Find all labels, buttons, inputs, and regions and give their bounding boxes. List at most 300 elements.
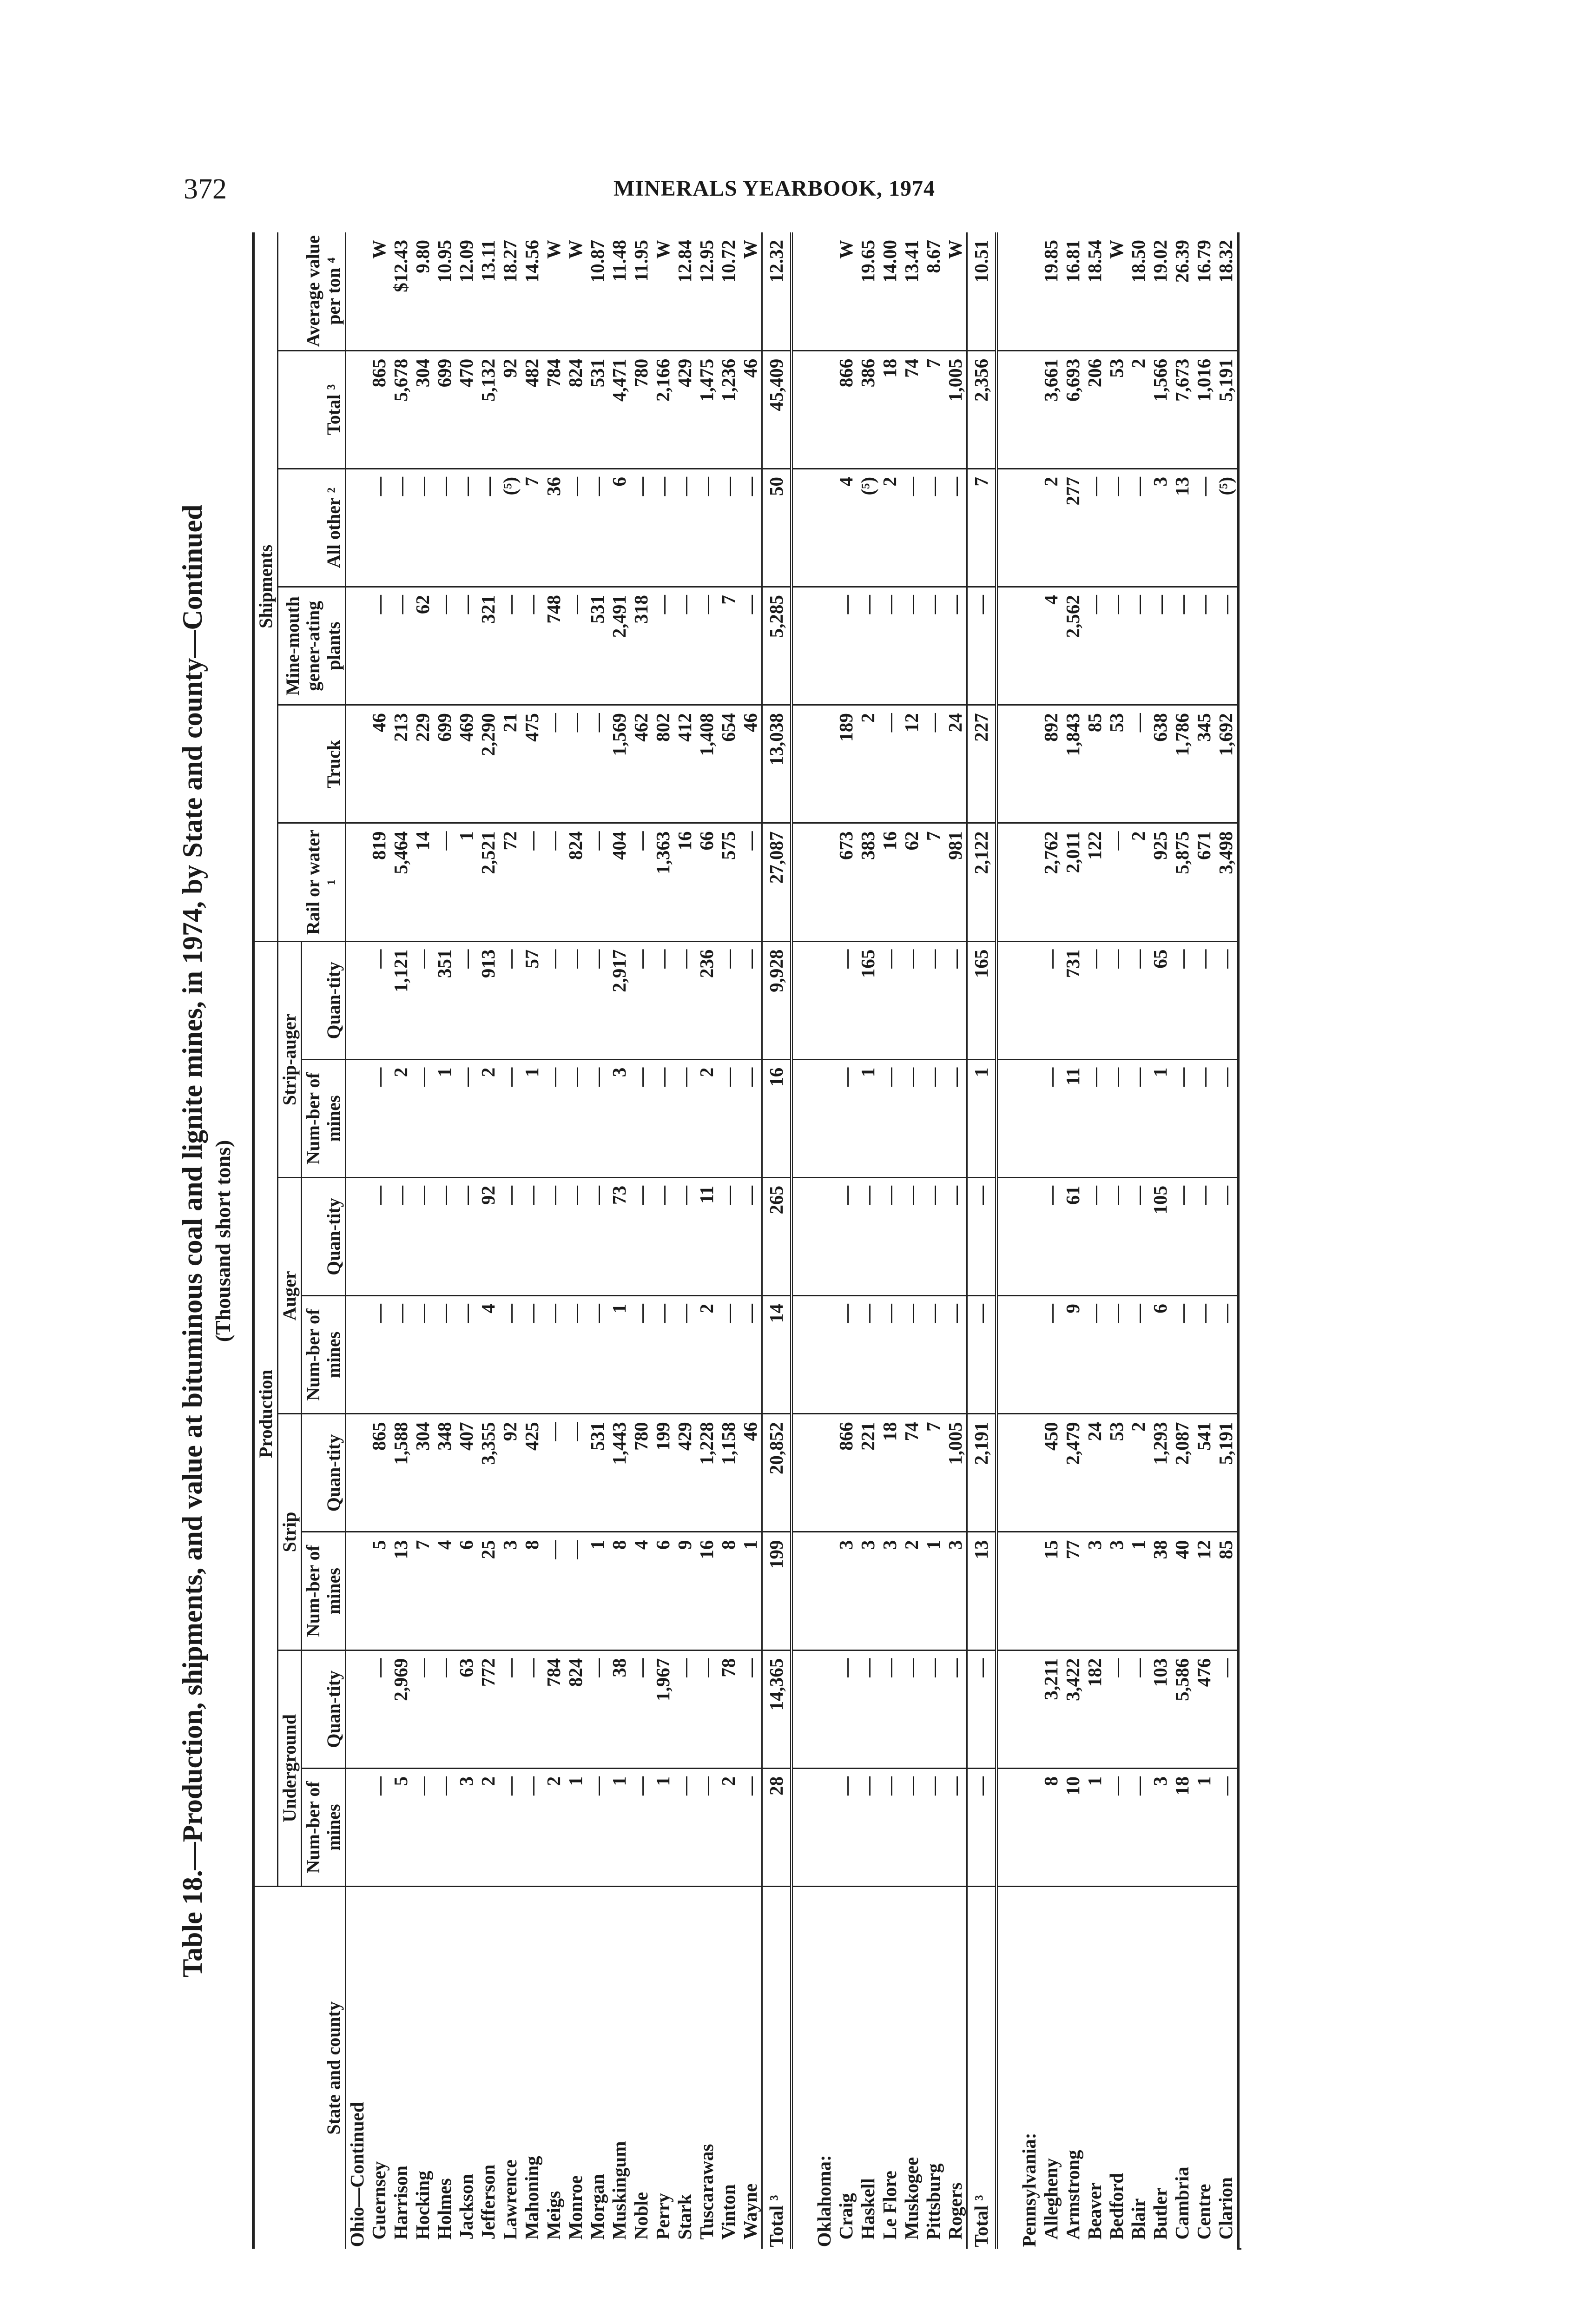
value-cell: 1,005 [944,350,967,469]
value-cell [996,1177,1018,1295]
value-cell: — [543,1296,565,1414]
value-cell [996,1059,1018,1177]
value-cell: 18 [879,350,901,469]
value-cell: 1 [608,1296,630,1414]
value-cell: 16 [696,1532,718,1650]
value-cell: — [696,587,718,705]
value-cell: 819 [368,823,390,941]
value-cell: — [587,1768,608,1886]
value-cell: — [879,941,901,1059]
value-cell: — [879,1650,901,1768]
value-cell: — [390,1296,412,1414]
value-cell [792,1296,813,1414]
value-cell: 673 [835,823,857,941]
value-cell: 4,471 [608,350,630,469]
value-cell: 9 [674,1532,696,1650]
value-cell: — [901,1650,923,1768]
value-cell: 476 [1193,1650,1215,1768]
mine-mouth-header: Mine-mouth gener-ating plants [278,587,346,705]
value-cell [996,705,1018,823]
state-county-header: State and county [253,1887,346,2249]
value-cell: 1 [1193,1768,1215,1886]
value-cell [813,705,835,823]
value-cell: — [565,1414,587,1532]
county-name-cell: Craig [835,2193,857,2240]
value-cell [792,350,813,469]
table-row [1149,232,1171,2249]
value-cell: 74 [901,1414,923,1532]
value-cell: — [630,941,652,1059]
value-cell [792,232,813,350]
value-cell: 2,166 [652,350,674,469]
state-row [1018,232,1040,2249]
value-cell: — [368,1296,390,1414]
value-cell: — [499,1059,521,1177]
value-cell [346,1532,369,1650]
value-cell: 824 [565,1650,587,1768]
value-cell: 189 [835,705,857,823]
value-cell: — [434,823,455,941]
value-cell: 16.81 [1062,232,1084,350]
value-cell: — [412,469,434,587]
value-cell: 8.67 [923,232,944,350]
value-cell: 4 [630,1532,652,1650]
table-row [434,232,455,2249]
value-cell: 7 [967,469,997,587]
value-cell [813,1177,835,1295]
county-name-cell: Wayne [739,2183,761,2240]
table-row [455,232,477,2249]
value-cell: — [368,587,390,705]
value-cell: 2 [477,1768,499,1886]
value-cell: — [967,587,997,705]
value-cell: — [412,1177,434,1295]
value-cell: — [368,1177,390,1295]
value-cell: 10 [1062,1768,1084,1886]
value-cell: 2 [390,1059,412,1177]
value-cell: — [565,587,587,705]
value-cell: — [652,587,674,705]
value-cell [792,587,813,705]
value-cell: 236 [696,941,718,1059]
value-cell: 1 [967,1059,997,1177]
value-cell: — [1084,1059,1106,1177]
value-cell: 1,843 [1062,705,1084,823]
value-cell: 892 [1040,705,1062,823]
value-cell: 18 [1171,1768,1193,1886]
value-cell: 407 [455,1414,477,1532]
value-cell: 85 [1084,705,1106,823]
county-name-cell: Muskingum [608,2141,630,2240]
value-cell: — [1128,941,1149,1059]
value-cell: 913 [477,941,499,1059]
value-cell [996,587,1018,705]
value-cell: — [1193,587,1215,705]
state-row [346,232,369,2249]
value-cell [346,941,369,1059]
value-cell: — [674,587,696,705]
value-cell: 531 [587,350,608,469]
value-cell: 8 [1040,1768,1062,1886]
value-cell: 199 [762,1532,792,1650]
value-cell: 229 [412,705,434,823]
value-cell: 18.50 [1128,232,1149,350]
value-cell: 1 [739,1532,762,1650]
value-cell: 1,236 [718,350,739,469]
value-cell: 345 [1193,705,1215,823]
value-cell: 9,928 [762,941,792,1059]
table-row [944,232,967,2249]
value-cell: — [499,1768,521,1886]
county-name-cell: Butler [1149,2187,1171,2240]
value-cell: 5,464 [390,823,412,941]
state-name-cell: Oklahoma: [813,2155,835,2247]
value-cell: — [1215,1650,1238,1768]
value-cell [813,1650,835,1768]
value-cell: W [652,232,674,350]
value-cell: — [390,469,412,587]
value-cell: 5 [368,1532,390,1650]
value-cell: 2 [857,705,879,823]
value-cell [813,1296,835,1414]
value-cell: — [434,1296,455,1414]
value-cell [346,1650,369,1768]
value-cell: 14,365 [762,1650,792,1768]
value-cell: 10.72 [718,232,739,350]
value-cell [996,469,1018,587]
value-cell: 227 [967,705,997,823]
value-cell: — [565,941,587,1059]
value-cell: 1,588 [390,1414,412,1532]
county-name-cell: Stark [674,2194,695,2240]
value-cell: — [901,1059,923,1177]
value-cell: — [718,1059,739,1177]
county-name-cell: Monroe [565,2175,586,2240]
value-cell: — [455,1296,477,1414]
value-cell: 2,122 [967,823,997,941]
value-cell: — [1215,1177,1238,1295]
value-cell: 2 [1040,469,1062,587]
value-cell: — [1215,1059,1238,1177]
value-cell [346,587,369,705]
value-cell: 46 [739,350,762,469]
value-cell: 65 [1149,941,1171,1059]
value-cell: 92 [499,1414,521,1532]
table-row [587,232,608,2249]
value-cell: — [674,469,696,587]
value-cell: — [1040,1296,1062,1414]
value-cell: 13 [967,1532,997,1650]
value-cell [346,469,369,587]
value-cell: 5,678 [390,350,412,469]
value-cell: 3,661 [1040,350,1062,469]
value-cell: 425 [521,1414,543,1532]
value-cell: 531 [587,587,608,705]
county-name-cell: Harrison [390,2166,411,2240]
value-cell: — [587,705,608,823]
value-cell: — [901,1177,923,1295]
value-cell: 2,290 [477,705,499,823]
value-cell: — [565,1059,587,1177]
value-cell: 351 [434,941,455,1059]
value-cell: 10.51 [967,232,997,350]
value-cell: 7 [521,469,543,587]
value-cell: (⁵) [857,469,879,587]
value-cell: — [718,941,739,1059]
value-cell: 77 [1062,1532,1084,1650]
value-cell: — [587,941,608,1059]
county-name-cell: Noble [630,2192,652,2240]
value-cell: 699 [434,705,455,823]
value-cell: 1 [1149,1059,1171,1177]
value-cell [996,232,1018,350]
value-cell: 62 [901,823,923,941]
auger-quantity-header: Quan-tity [302,1177,346,1295]
value-cell: 1,692 [1215,705,1238,823]
value-cell: — [718,469,739,587]
value-cell: 18.32 [1215,232,1238,350]
value-cell [1018,1768,1040,1886]
value-cell: 199 [652,1414,674,1532]
value-cell: — [1084,1177,1106,1295]
value-cell: — [1106,1650,1128,1768]
value-cell: — [565,1532,587,1650]
value-cell [346,232,369,350]
value-cell: — [879,1059,901,1177]
value-cell: — [923,1296,944,1414]
value-cell: 1 [521,1059,543,1177]
value-cell: 1 [1084,1768,1106,1886]
value-cell: — [1149,587,1171,705]
value-cell: W [739,232,762,350]
value-cell: — [967,1768,997,1886]
rotated-table-block [139,195,1580,2287]
county-name-cell: Guernsey [368,2161,389,2240]
value-cell: — [901,1296,923,1414]
value-cell: — [412,1296,434,1414]
value-cell: 3 [857,1532,879,1650]
value-cell: 2,491 [608,587,630,705]
value-cell: 2 [1128,350,1149,469]
value-cell: — [944,1650,967,1768]
value-cell: — [901,587,923,705]
value-cell: 46 [739,1414,762,1532]
value-cell: 16.79 [1193,232,1215,350]
value-cell: — [368,1059,390,1177]
value-cell: 13.41 [901,232,923,350]
value-cell: 4 [434,1532,455,1650]
value-cell: 13 [390,1532,412,1650]
value-cell: 865 [368,1414,390,1532]
table-row [1106,232,1128,2249]
value-cell: 19.85 [1040,232,1062,350]
value-cell: W [565,232,587,350]
table-subtitle: (Thousand short tons) [211,1140,235,1342]
value-cell [813,1414,835,1532]
underground-number-header: Num-ber of mines [302,1768,346,1886]
county-name-cell: Rogers [944,2182,966,2240]
value-cell: — [718,1296,739,1414]
value-cell: — [434,1177,455,1295]
value-cell: — [652,1059,674,1177]
value-cell: 12 [1193,1532,1215,1650]
value-cell: 3,355 [477,1414,499,1532]
value-cell: W [835,232,857,350]
value-cell: 9 [1062,1296,1084,1414]
value-cell [813,232,835,350]
value-cell: — [835,1296,857,1414]
value-cell [996,1296,1018,1414]
value-cell: 1 [565,1768,587,1886]
value-cell [813,941,835,1059]
value-cell: 46 [368,705,390,823]
value-cell: 470 [455,350,477,469]
value-cell: 318 [630,587,652,705]
value-cell: 74 [901,350,923,469]
all-other-header: All other ² [278,469,346,587]
value-cell: — [368,941,390,1059]
value-cell: — [630,1768,652,1886]
value-cell [813,587,835,705]
table-row [477,232,499,2249]
value-cell: — [879,705,901,823]
value-cell: — [1128,705,1149,823]
value-cell: 92 [499,350,521,469]
county-name-cell: Beaver [1084,2182,1105,2240]
value-cell: — [1171,1296,1193,1414]
value-cell: 46 [739,705,762,823]
value-cell: — [412,1768,434,1886]
value-cell: — [739,1650,762,1768]
value-cell: — [1084,587,1106,705]
value-cell: 541 [1193,1414,1215,1532]
value-cell: 3 [879,1532,901,1650]
value-cell: 5,191 [1215,350,1238,469]
value-cell: 12.32 [762,232,792,350]
value-cell: 1,363 [652,823,674,941]
value-cell: — [835,1177,857,1295]
value-cell: 2,562 [1062,587,1084,705]
value-cell [792,1059,813,1177]
value-cell: $12.43 [390,232,412,350]
value-cell: — [652,469,674,587]
state-row [813,232,835,2249]
value-cell: 1,475 [696,350,718,469]
value-cell: — [390,587,412,705]
value-cell: 92 [477,1177,499,1295]
county-name-cell [792,1887,813,2249]
table-row [696,232,718,2249]
value-cell: 6 [1149,1296,1171,1414]
value-cell: 7 [923,350,944,469]
value-cell: 1,158 [718,1414,739,1532]
value-cell: 475 [521,705,543,823]
table-row [718,232,739,2249]
value-cell: 165 [857,941,879,1059]
value-cell: 10.95 [434,232,455,350]
value-cell: 866 [835,1414,857,1532]
value-cell: — [1171,587,1193,705]
value-cell [996,350,1018,469]
value-cell: 1 [434,1059,455,1177]
value-cell: — [499,1296,521,1414]
value-cell: — [1215,1768,1238,1886]
value-cell: 1,228 [696,1414,718,1532]
value-cell: 6 [455,1532,477,1650]
county-name-cell: Haskell [857,2178,878,2240]
value-cell: 12 [901,705,923,823]
value-cell: — [630,1296,652,1414]
value-cell: — [835,1768,857,1886]
value-cell: 1 [455,823,477,941]
value-cell [996,941,1018,1059]
table-row [565,232,587,2249]
running-head: MINERALS YEARBOOK, 1974 [613,176,935,201]
table-row [608,232,630,2249]
value-cell: 784 [543,1650,565,1768]
table-row [368,232,390,2249]
value-cell: — [434,1768,455,1886]
truck-header: Truck [278,705,346,823]
value-cell: 304 [412,350,434,469]
value-cell: — [1084,941,1106,1059]
value-cell: 865 [368,350,390,469]
value-cell: 5,191 [1215,1414,1238,1532]
value-cell: 11.48 [608,232,630,350]
value-cell [1018,823,1040,941]
county-name-cell: Total ³ [967,1887,997,2249]
value-cell: 85 [1215,1532,1238,1650]
value-cell: 2 [1128,1414,1149,1532]
value-cell [1018,1177,1040,1295]
value-cell: 5,285 [762,587,792,705]
value-cell: — [412,941,434,1059]
value-cell: — [390,1177,412,1295]
value-cell [346,1177,369,1295]
value-cell: 2 [543,1768,565,1886]
value-cell: — [967,1650,997,1768]
value-cell: — [944,1177,967,1295]
value-cell: 2 [696,1059,718,1177]
value-cell: — [1215,587,1238,705]
value-cell: 3 [499,1532,521,1650]
value-cell: 1,443 [608,1414,630,1532]
value-cell: 14.56 [521,232,543,350]
value-cell [346,1296,369,1414]
value-cell: — [455,1177,477,1295]
value-cell: — [901,941,923,1059]
table-title: Table 18.—Production, shipments, and value at bituminous coal and lignite mines, in 1974, by State and county—Continued [177,504,208,1978]
value-cell: — [1128,1177,1149,1295]
value-cell [996,1414,1018,1532]
value-cell: 277 [1062,469,1084,587]
value-cell: 1 [923,1532,944,1650]
value-cell: 383 [857,823,879,941]
value-cell: 13.11 [477,232,499,350]
value-cell: 3 [835,1532,857,1650]
total-header: Total ³ [278,350,346,469]
value-cell: 671 [1193,823,1215,941]
value-cell: — [412,1059,434,1177]
county-name-cell: Jefferson [477,2164,499,2240]
value-cell: — [587,823,608,941]
value-cell: 4 [1040,587,1062,705]
value-cell [792,1177,813,1295]
value-cell: 531 [587,1414,608,1532]
value-cell: 2 [718,1768,739,1886]
strip-number-header: Num-ber of mines [302,1532,346,1650]
value-cell: 2,521 [477,823,499,941]
